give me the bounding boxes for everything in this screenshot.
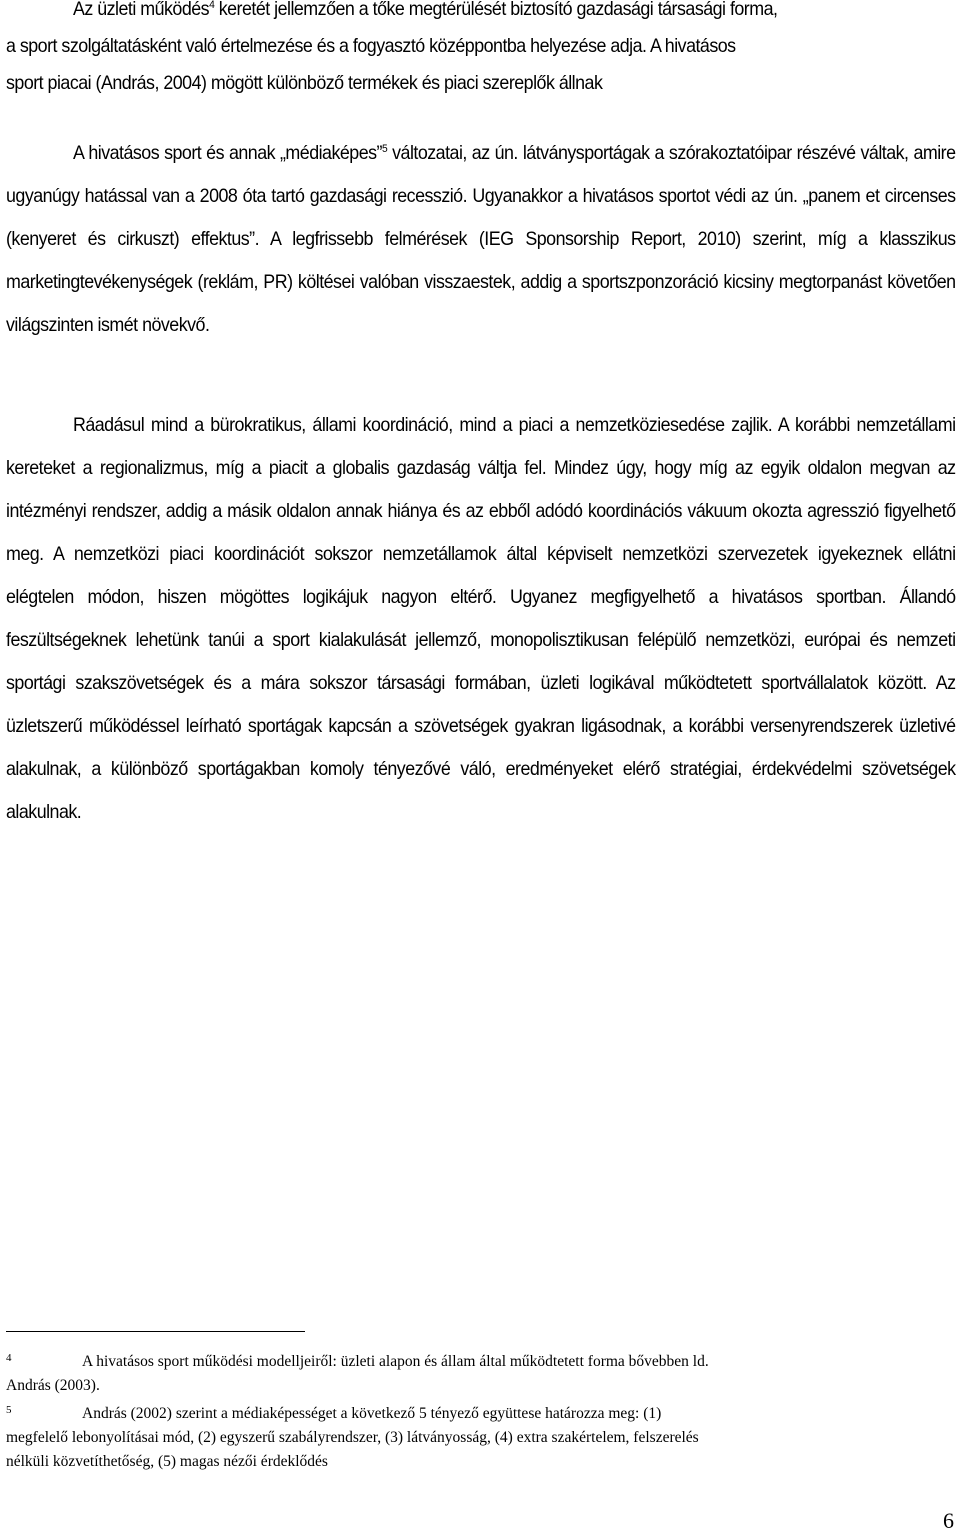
footnote-4-cont: András (2003). [6, 1377, 100, 1394]
paragraph-2-text-a: A hivatásos sport és annak „médiaképes” [72, 143, 382, 164]
footnote-number: 5 [6, 1404, 12, 1416]
paragraph-1-line-2: a sport szolgáltatásként való értelmezése és a fogyasztó középpontba helyezése adja. A hivatásos [6, 36, 736, 57]
page-number: 6 [943, 1508, 954, 1533]
footnote-5-cont-2: nélküli közvetíthetőség, (5) magas nézői érdeklődés [6, 1453, 328, 1470]
paragraph-1-line-1 [6, 0, 956, 28]
paragraph-1-text-b: keretét jellemzően a tőke megtérülését biztosító gazdasági társasági forma, [214, 0, 778, 20]
footnote-5-cont: megfelelő lebonyolításai mód, (2) egyszerű szabályrendszer, (3) látványosság, (4) extra szakértelem, felszerelés [6, 1429, 699, 1446]
paragraph-1-line-3: sport piacai (András, 2004) mögött különböző termékek és piaci szereplők állnak [6, 73, 603, 94]
footnote-separator [6, 1331, 305, 1332]
paragraph-2-text-b: változatai, az ún. látványsportágak a szórakoztatóipar részévé váltak, amire ugyanúgy hatással van a 2008 óta tartó gazdasági recesszió. Ugyanakkor a hivatásos sportot védi az ún. „panem et circenses (kenyeret és cirkuszt) effektus”. A legfrissebb felmérések (IEG Sponsorship Report, 2010) szerint, míg a klasszikus marketingtevékenységek (reklám, PR) költései valóban visszaestek, addig a sportszponzoráció kicsiny megtorpanást követően világszinten ismét növekvő. [6, 143, 956, 336]
paragraph-1-text-a: Az üzleti működés [72, 0, 210, 20]
footnote-text: A hivatásos sport működési modelljeiről: üzleti alapon és állam által működtetett forma bővebben ld. [82, 1353, 709, 1370]
footnotes [6, 1346, 951, 1474]
paragraph-3: Ráadásul mind a bürokratikus, állami koordináció, mind a piaci a nemzetköziesedése zajlik. A korábbi nemzetállami kereteket a regionalizmus, míg a piacit a globalis gazdaság váltja fel. Mindez úgy, hogy míg az egyik oldalon megvan az intézményi rendszer, addig a másik oldalon annak hiánya és az ebből adódó koordinációs vákuum okozta agresszió figyelhető meg. A nemzetközi piaci koordinációt sokszor nemzetállamok által képviselt nemzetközi szervezetek igyekeznek ellátni elégtelen módon, hiszen mögöttes logikájuk nagyon eltérő. Ugyanez megfigyelhető a hivatásos sportban. Állandó feszültségeknek lehetünk tanúi a sport kialakulását jellemző, monopolisztikusan felépülő nemzetközi, európai és nemzeti sportági szakszövetségek és a mára sokszor társasági formában, üzleti logikával működtetett sportvállalatok között. Az üzletszerű működéssel leírható sportágak kapcsán a szövetségek gyakran ligásodnak, a korábbi versenyrendszerek üzletivé alakulnak, a különböző sportágakban komoly tényezővé váló, eredményeket elérő stratégiai, érdekvédelmi szövetségek alakulnak. [6, 415, 956, 823]
footnote-ref-5: 5 [381, 143, 388, 155]
footnote-5 [6, 1398, 951, 1426]
paragraph-2 [6, 132, 956, 347]
footnote-ref-4: 4 [209, 0, 215, 11]
footnote-text: András (2002) szerint a médiaképességet a következő 5 tényező együttese határozza meg: (1) [82, 1405, 662, 1422]
footnote-4 [6, 1346, 951, 1374]
footnote-number: 4 [6, 1352, 12, 1364]
paragraph-1 [6, 0, 956, 102]
